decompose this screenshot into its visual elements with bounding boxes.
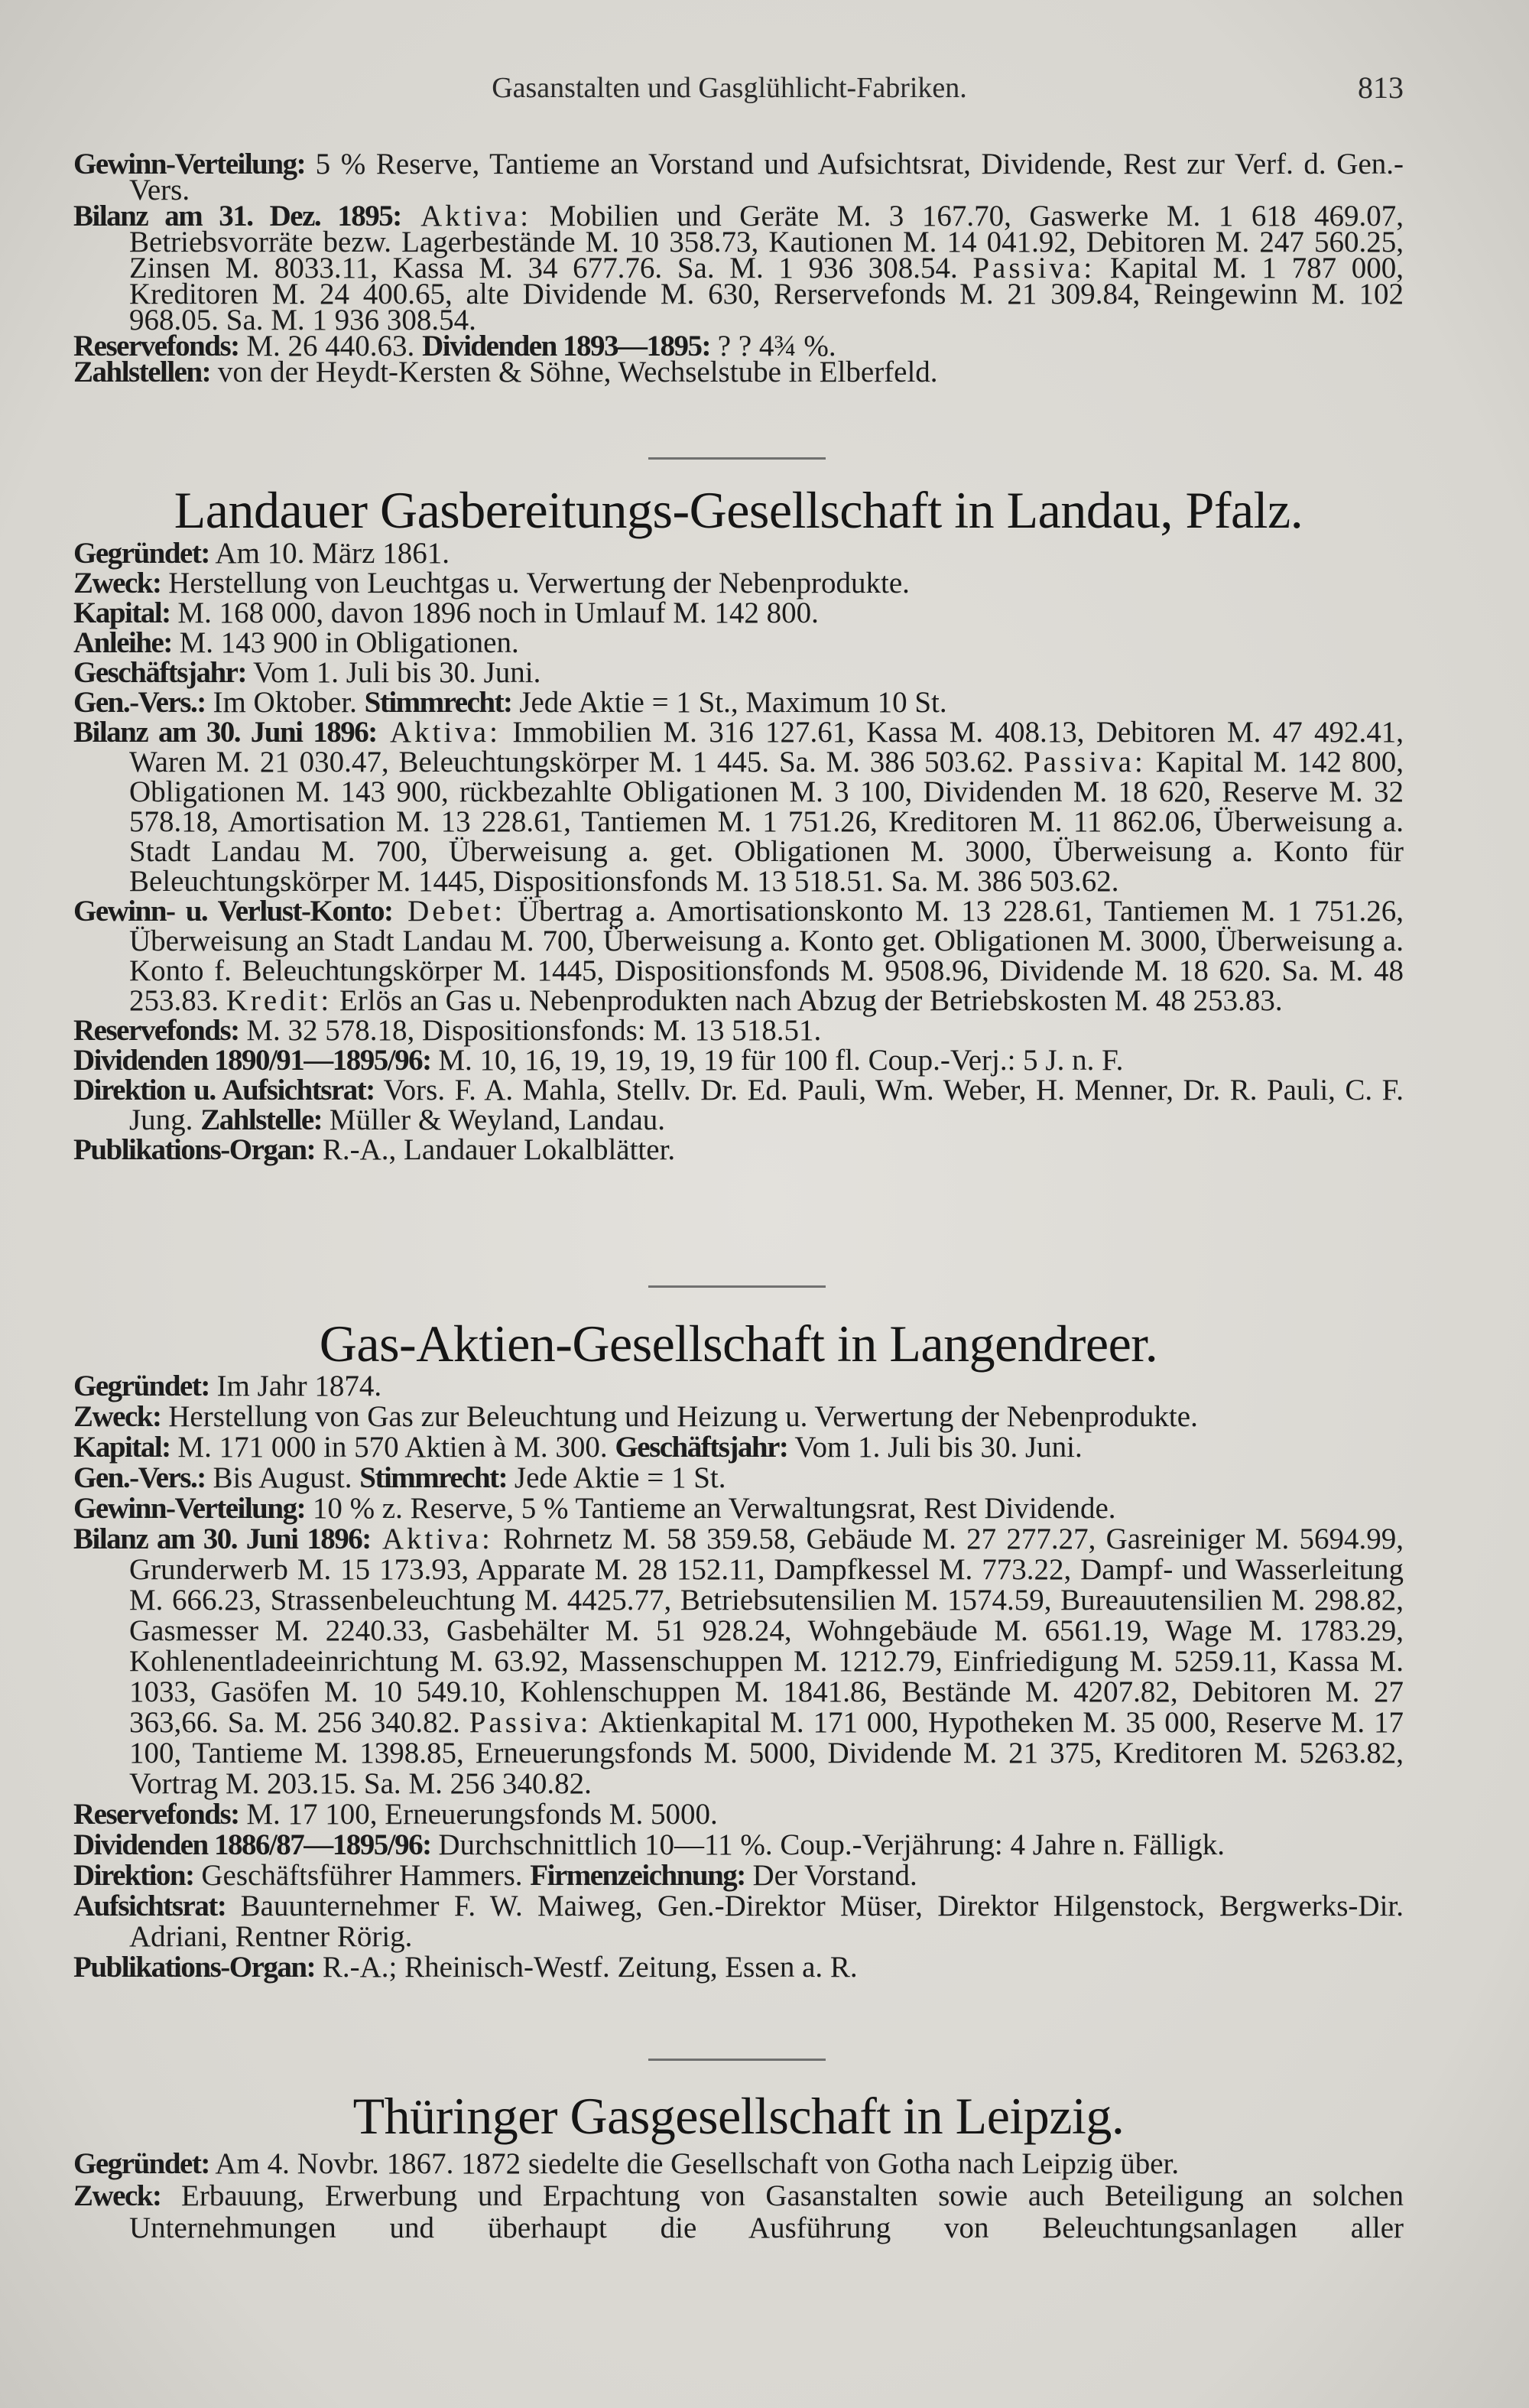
entry-label: Publikations-Organ: (73, 1951, 316, 1984)
account-side-label: Passiva: (1023, 746, 1146, 778)
entry-label: Dividenden 1886/87—1895/96: (73, 1828, 431, 1861)
entry-label: Aufsichtsrat: (73, 1890, 226, 1922)
entry-label: Bilanz am 30. Juni 1896: (73, 1522, 371, 1555)
entry-label: Geschäftsjahr: (73, 656, 246, 689)
entry-paragraph (73, 658, 1404, 687)
entry-text: R.-A.; Rheinisch-Westf. Zeitung, Essen a. R. (315, 1951, 858, 1984)
section-divider (648, 1285, 826, 1288)
account-side-label: Passiva: (972, 252, 1096, 284)
entry-paragraph (73, 1016, 1404, 1045)
entry-label: Zweck: (73, 567, 161, 600)
entry-label: Dividenden 1893—1895: (422, 330, 711, 362)
entry-text: R.-A., Landauer Lokalblätter. (315, 1133, 676, 1166)
entry-label: Reservefonds: (73, 330, 239, 362)
entry-paragraph (73, 1830, 1404, 1860)
entry-text: Kapital M. 1 787 000, Kreditoren M. 24 400.65, alte Dividende M. 630, Rerservefonds M. 21 309.84, Reingewinn M. 102 968.05. Sa. M. 1 936 308.54. (129, 252, 1404, 336)
entry-text: Rohrnetz M. 58 359.58, Gebäude M. 27 277.27, Gasreiniger M. 5694.99, Grunderwerb M. 15 173.93, Apparate M. 28 152.11, Dampfkessel M. 773.22, Dampf- und Wasserleitung M. 666.23, Strassenbeleuchtung M. 4425.77, Betriebsutensilien M. 1574.59, Bureauutensilien M. 298.82, Gasmesser M. 2240.33, Gasbehälter M. 51 928.24, Wohngebäude M. 6561.19, Wage M. 1783.29, Kohlenentladeeinrichtung M. 63.92, Massenschuppen M. 1212.79, Einfriedigung M. 5259.11, Kassa M. 1033, Gasöfen M. 10 549.10, Kohlenschuppen M. 1841.86, Bestände M. 4207.82, Debitoren M. 27 363,66. Sa. M. 256 340.82. (129, 1522, 1404, 1739)
entry-text: Bauunternehmer F. W. Maiweg, Gen.-Direktor Müser, Direktor Hilgenstock, Bergwerks-Dir. Adriani, Rentner Rörig. (129, 1890, 1404, 1953)
entry-text: Am 10. März 1861. (209, 537, 450, 570)
entry-label: Zweck: (73, 2179, 161, 2212)
entry-label: Gegründet: (73, 537, 209, 570)
entry-label: Bilanz am 30. Juni 1896: (73, 716, 377, 749)
account-side-label: Aktiva: (376, 716, 501, 749)
entry-text: M. 17 100, Erneuerungsfonds M. 5000. (239, 1798, 718, 1831)
entry-label: Gen.-Vers.: (73, 1461, 206, 1494)
entry-text: Im Oktober. (205, 686, 365, 719)
entry-list (73, 1371, 1404, 1983)
account-side-label: Passiva: (469, 1706, 592, 1739)
entry-label: Gegründet: (73, 1370, 209, 1402)
entry-label: Zahlstellen: (73, 356, 211, 388)
entry-text: Am 4. Novbr. 1867. 1872 siedelte die Gesellschaft von Gotha nach Leipzig über. (209, 2147, 1180, 2180)
entry-text: Erbauung, Erwerbung und Erpachtung von Gasanstalten sowie auch Beteiligung an solchen Unternehmungen und überhaupt die Ausführung von Beleuchtungsanlagen aller (129, 2179, 1404, 2244)
entry-list (73, 148, 1404, 388)
account-side-label: Aktiva: (370, 1522, 493, 1555)
entry-label: Gewinn- u. Verlust-Konto: (73, 895, 393, 928)
section-divider (648, 2059, 826, 2061)
entry-list (73, 538, 1404, 1165)
entry-paragraph (73, 687, 1404, 717)
entry-paragraph (73, 1371, 1404, 1402)
entry-text: M. 26 440.63. (239, 330, 423, 362)
entry-label: Publikations-Organ: (73, 1133, 316, 1166)
entry-text: Aktienkapital M. 171 000, Hypotheken M. 35 000, Reserve M. 17 100, Tantieme M. 1398.85, Erneuerungsfonds M. 5000, Dividende M. 21 375, Kreditoren M. 5263.82, Vortrag M. 203.15. Sa. M. 256 340.82. (129, 1706, 1404, 1800)
entry-paragraph (73, 538, 1404, 568)
entry-paragraph (73, 1799, 1404, 1830)
entry-label: Bilanz am 31. Dez. 1895: (73, 200, 401, 232)
entry-text: 10 % z. Reserve, 5 % Tantieme an Verwaltungsrat, Rest Dividende. (305, 1492, 1116, 1525)
entry-paragraph (73, 2180, 1404, 2244)
page-number: 813 (1358, 70, 1404, 105)
entry-paragraph (73, 1952, 1404, 1983)
entry-label: Gewinn-Verteilung: (73, 1492, 306, 1525)
company-heading: Landauer Gasbereitungs-Gesellschaft in Landau, Pfalz. (174, 481, 1303, 539)
entry-paragraph (73, 1493, 1404, 1524)
entry-label: Gegründet: (73, 2147, 209, 2180)
entry-text: M. 168 000, davon 1896 noch in Umlauf M. 142 800. (170, 596, 819, 629)
entry-text: Jede Aktie = 1 St. (507, 1461, 726, 1494)
account-side-label: Aktiva: (401, 200, 532, 232)
entry-label: Gen.-Vers.: (73, 686, 206, 719)
entry-paragraph (73, 717, 1404, 896)
entry-paragraph (73, 1045, 1404, 1075)
entry-label: Reservefonds: (73, 1798, 239, 1831)
entry-paragraph (73, 1402, 1404, 1432)
entry-text: Übertrag a. Amortisationskonto M. 13 228.61, Tantiemen M. 1 751.26, Überweisung an Stadt Landau M. 700, Überweisung a. Konto get. Obligationen M. 3000, Überweisung a. Konto f. Beleuchtungskörper M. 1445, Dispositionsfonds M. 9508.96, Dividende M. 18 620. Sa. M. 48 253.83. (129, 895, 1404, 1017)
entry-label: Zweck: (73, 1400, 161, 1433)
entry-text: Erlös an Gas u. Nebenprodukten nach Abzug der Betriebskosten M. 48 253.83. (332, 984, 1283, 1017)
entry-paragraph (73, 628, 1404, 658)
entry-text: Vors. F. A. Mahla, Stellv. Dr. Ed. Pauli, Wm. Weber, H. Menner, Dr. R. Pauli, C. F. Jung. (129, 1074, 1404, 1136)
entry-text: Jede Aktie = 1 St., Maximum 10 St. (511, 686, 947, 719)
entry-paragraph (73, 200, 1404, 336)
entry-paragraph (73, 1432, 1404, 1463)
entry-paragraph (73, 1524, 1404, 1799)
section-divider (648, 457, 826, 460)
entry-text: Bis August. (205, 1461, 360, 1494)
entry-text: Kapital M. 142 800, Obligationen M. 143 900, rückbezahlte Obligationen M. 3 100, Dividenden M. 18 620, Reserve M. 32 578.18, Amortisation M. 13 228.61, Tantiemen M. 1 751.26, Kreditoren M. 11 862.06, Überweisung a. Stadt Landau M. 700, Überweisung a. get. Obligationen M. 3000, Überweisung a. Konto für Beleuchtungskörper M. 1445, Dispositionsfonds M. 13 518.51. Sa. M. 386 503.62. (129, 746, 1404, 898)
entry-text: M. 143 900 in Obligationen. (171, 626, 519, 659)
entry-label: Direktion: (73, 1859, 194, 1892)
entry-label: Dividenden 1890/91—1895/96: (73, 1044, 431, 1077)
entry-text: Mobilien und Geräte M. 3 167.70, Gaswerke M. 1 618 469.07, Betriebsvorräte bezw. Lagerbestände M. 10 358.73, Kautionen M. 14 041.92, Debitoren M. 247 560.25, Zinsen M. 8033.11, Kassa M. 34 677.76. Sa. M. 1 936 308.54. (129, 200, 1404, 284)
entry-label: Zahlstelle: (200, 1103, 323, 1136)
entry-label: Stimmrecht: (364, 686, 512, 719)
entry-text: ? ? 4¾ %. (710, 330, 836, 362)
company-heading: Thüringer Gasgesellschaft in Leipzig. (352, 2087, 1125, 2145)
entry-text: Müller & Weyland, Landau. (322, 1103, 666, 1136)
running-title: Gasanstalten und Gasglühlicht-Fabriken. (492, 72, 967, 104)
entry-label: Firmenzeichnung: (530, 1859, 745, 1892)
entry-text: M. 32 578.18, Dispositionsfonds: M. 13 518.51. (239, 1014, 822, 1047)
entry-text: Im Jahr 1874. (209, 1370, 382, 1402)
entry-text: M. 10, 16, 19, 19, 19, 19 für 100 fl. Coup.-Verj.: 5 J. n. F. (430, 1044, 1124, 1077)
entry-paragraph (73, 896, 1404, 1016)
entry-label: Kapital: (73, 1431, 170, 1464)
entry-paragraph (73, 148, 1404, 206)
entry-paragraph (73, 1891, 1404, 1952)
entry-text: Herstellung von Gas zur Beleuchtung und Heizung u. Verwertung der Nebenprodukte. (161, 1400, 1198, 1433)
entry-text: Der Vorstand. (745, 1859, 917, 1892)
entry-label: Stimmrecht: (359, 1461, 508, 1494)
entry-text: Vom 1. Juli bis 30. Juni. (787, 1431, 1083, 1464)
entry-label: Anleihe: (73, 626, 172, 659)
entry-paragraph (73, 1860, 1404, 1891)
entry-list (73, 2148, 1404, 2244)
entry-paragraph (73, 1463, 1404, 1493)
entry-label: Kapital: (73, 596, 170, 629)
entry-text: 5 % Reserve, Tantieme an Vorstand und Aufsichtsrat, Dividende, Rest zur Verf. d. Gen.-Vers. (129, 148, 1404, 206)
entry-paragraph (73, 356, 1404, 388)
entry-text: von der Heydt-Kersten & Söhne, Wechselstube in Elberfeld. (210, 356, 938, 388)
account-side-label: Debet: (392, 895, 506, 928)
entry-label: Reservefonds: (73, 1014, 239, 1047)
entry-label: Gewinn-Verteilung: (73, 148, 306, 180)
entry-paragraph (73, 1075, 1404, 1135)
entry-text: Durchschnittlich 10—11 %. Coup.-Verjährung: 4 Jahre n. Fälligk. (430, 1828, 1225, 1861)
entry-paragraph (73, 568, 1404, 598)
entry-label: Geschäftsjahr: (615, 1431, 788, 1464)
entry-text: Herstellung von Leuchtgas u. Verwertung der Nebenprodukte. (161, 567, 910, 600)
entry-text: Vom 1. Juli bis 30. Juni. (245, 656, 541, 689)
entry-label: Direktion u. Aufsichtsrat: (73, 1074, 375, 1107)
account-side-label: Kredit: (226, 984, 333, 1017)
entry-text: Immobilien M. 316 127.61, Kassa M. 408.13, Debitoren M. 47 492.41, Waren M. 21 030.47, Beleuchtungskörper M. 1 445. Sa. M. 386 503.62. (129, 716, 1404, 778)
entry-paragraph (73, 2148, 1404, 2180)
entry-paragraph (73, 598, 1404, 628)
company-heading: Gas-Aktien-Gesellschaft in Langendreer. (319, 1314, 1158, 1373)
entry-paragraph (73, 1135, 1404, 1165)
entry-text: M. 171 000 in 570 Aktien à M. 300. (170, 1431, 615, 1464)
entry-text: Geschäftsführer Hammers. (193, 1859, 531, 1892)
running-head (0, 70, 1529, 106)
